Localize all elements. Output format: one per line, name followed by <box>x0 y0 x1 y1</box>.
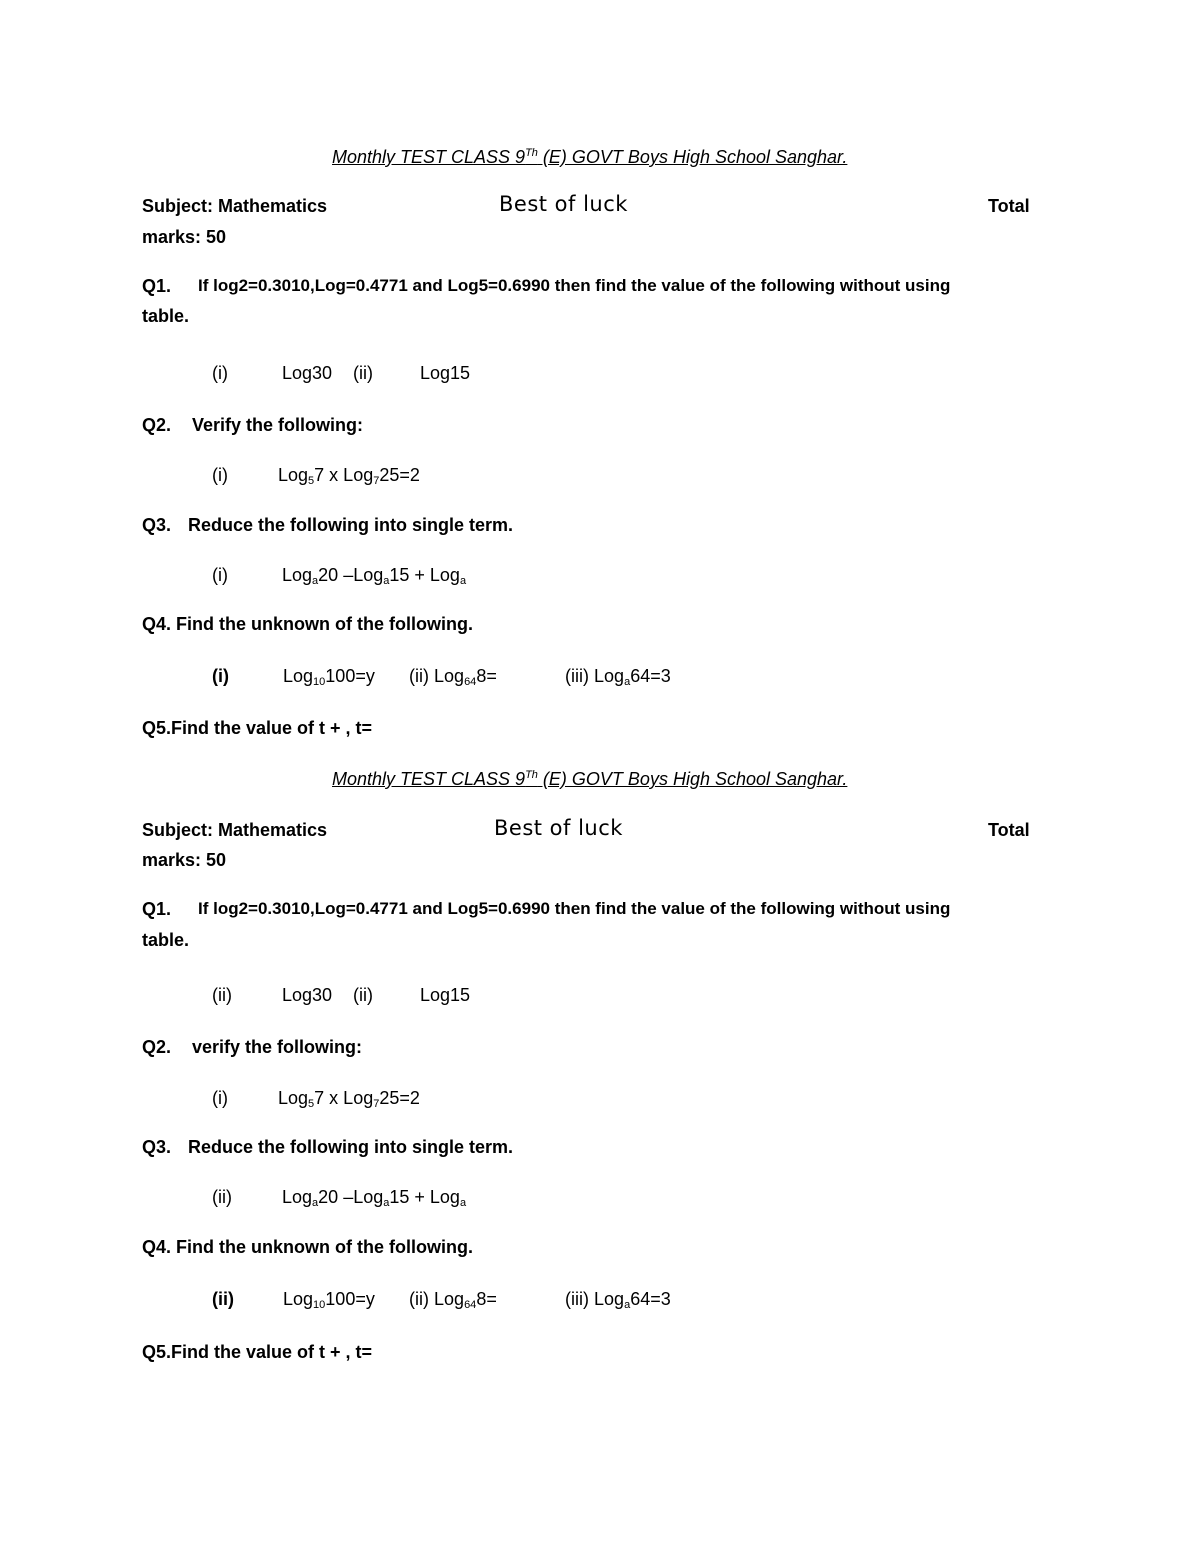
q3-part-number: (i) <box>212 565 228 585</box>
q2-part-number: (i) <box>212 1088 228 1108</box>
marks-label: marks: 50 <box>142 850 227 870</box>
q1-label: Q1. <box>142 899 172 919</box>
q3-expr: Log$_a$20 –Log$_a$15 + Log$_a$ <box>282 565 467 587</box>
q4-part-3: (iii) Log$_a$64=3 <box>565 1289 671 1311</box>
q1-part-1-expr: Log30 <box>282 985 333 1005</box>
q4-part-1-number: (ii) <box>212 1289 234 1309</box>
q3-expr: Log$_a$20 –Log$_a$15 + Log$_a$ <box>282 1187 467 1209</box>
q3-label: Q3. <box>142 1137 172 1157</box>
total-label: Total <box>988 820 1030 840</box>
q2-label: Q2. <box>142 1037 172 1057</box>
q4-part-2: (ii) Log$_{64}$8= <box>409 666 497 688</box>
marks-label: marks: 50 <box>142 227 227 247</box>
q4-part-1-expr: Log$_{10}$100=y <box>283 1289 375 1311</box>
q4-part-3: (iii) Log$_a$64=3 <box>565 666 671 688</box>
total-label: Total <box>988 196 1030 216</box>
q3-text: Reduce the following into single term. <box>188 515 514 535</box>
q1-text: If log2=0.3010,Log=0.4771 and Log5=0.6990 then find the value of the following without using <box>198 276 951 295</box>
q1-part-2-expr: Log15 <box>420 985 471 1005</box>
q1-part-2-number: (ii) <box>353 985 373 1005</box>
q2-part-number: (i) <box>212 465 228 485</box>
test-title: Monthly TEST CLASS 9Th (E) GOVT Boys High School Sanghar. <box>332 147 848 167</box>
q4-part-1-number: (i) <box>212 666 229 686</box>
q5-text: Q5.Find the value of t + , t= <box>142 1342 373 1362</box>
best-of-luck: Best of luck <box>499 192 628 216</box>
q3-label: Q3. <box>142 515 172 535</box>
q2-expr: Log$_5$7 x Log$_7$25=2 <box>278 1088 420 1110</box>
test-title: Monthly TEST CLASS 9Th (E) GOVT Boys High School Sanghar. <box>332 769 848 789</box>
q3-text: Reduce the following into single term. <box>188 1137 514 1157</box>
q4-label: Q4. Find the unknown of the following. <box>142 614 473 634</box>
q2-expr: Log$_5$7 x Log$_7$25=2 <box>278 465 420 487</box>
q1-part-1-number: (ii) <box>212 985 232 1005</box>
q3-part-number: (ii) <box>212 1187 232 1207</box>
q2-text: Verify the following: <box>192 415 364 435</box>
q1-part-1-expr: Log30 <box>282 363 333 383</box>
q1-text-cont: table. <box>142 306 190 326</box>
q1-part-2-number: (ii) <box>353 363 373 383</box>
q1-label: Q1. <box>142 276 172 296</box>
q1-part-2-expr: Log15 <box>420 363 471 383</box>
q4-label: Q4. Find the unknown of the following. <box>142 1237 473 1257</box>
q4-part-1-expr: Log$_{10}$100=y <box>283 666 375 688</box>
subject-label: Subject: Mathematics <box>142 820 328 840</box>
q1-text: If log2=0.3010,Log=0.4771 and Log5=0.6990 then find the value of the following without using <box>198 899 951 918</box>
q4-part-2: (ii) Log$_{64}$8= <box>409 1289 497 1311</box>
q2-text: verify the following: <box>192 1037 363 1057</box>
subject-label: Subject: Mathematics <box>142 196 328 216</box>
q5-text: Q5.Find the value of t + , t= <box>142 718 373 738</box>
best-of-luck: Best of luck <box>494 816 623 840</box>
q2-label: Q2. <box>142 415 172 435</box>
q1-part-1-number: (i) <box>212 363 228 383</box>
q1-text-cont: table. <box>142 930 190 950</box>
